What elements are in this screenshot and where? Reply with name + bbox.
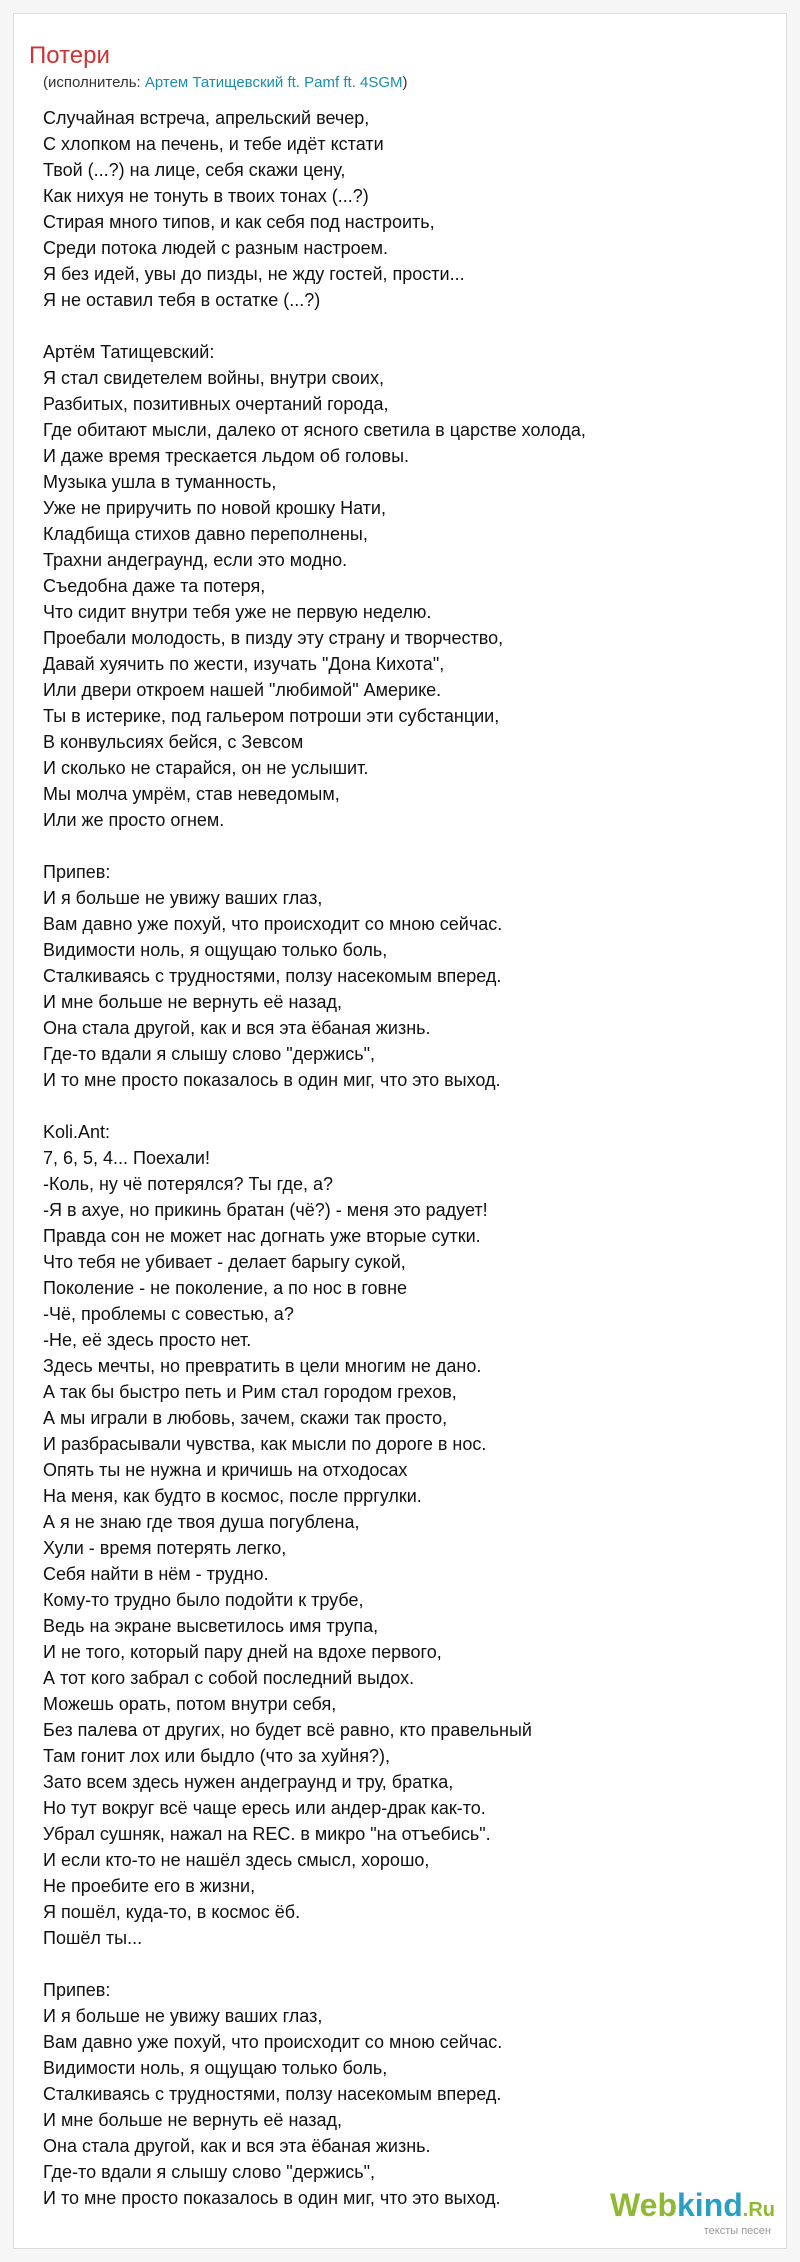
lyric-line: -Коль, ну чё потерялся? Ты где, а?	[43, 1174, 333, 1194]
lyric-line: -Я в ахуе, но прикинь братан (чё?) - меня это радует!	[43, 1200, 488, 1220]
lyric-line: Трахни андеграунд, если это модно.	[43, 550, 348, 570]
lyric-line: Кладбища стихов давно переполнены,	[43, 524, 368, 544]
lyric-line: Ведь на экране высветилось имя трупа,	[43, 1616, 379, 1636]
lyric-line: И не того, который пару дней на вдохе первого,	[43, 1642, 442, 1662]
lyric-line: Koli.Ant:	[43, 1122, 111, 1142]
artist-prefix: (исполнитель:	[43, 74, 145, 91]
lyric-line: Она стала другой, как и вся эта ёбаная жизнь.	[43, 1018, 431, 1038]
lyric-line: Или двери откроем нашей "любимой" Америке.	[43, 680, 442, 700]
lyric-line: Зато всем здесь нужен андеграунд и тру, братка,	[43, 1772, 454, 1792]
lyric-line: Не проебите его в жизни,	[43, 1876, 256, 1896]
lyric-line: Мы молча умрём, став неведомым,	[43, 784, 340, 804]
lyric-line: -Чё, проблемы с совестью, а?	[43, 1304, 294, 1324]
lyric-line: Я без идей, увы до пизды, не жду гостей, прости...	[43, 264, 465, 284]
lyric-line: Музыка ушла в туманность,	[43, 472, 277, 492]
song-title: Потери	[29, 42, 110, 69]
lyric-line: И мне больше не вернуть её назад,	[43, 2110, 342, 2130]
lyric-line: Среди потока людей с разным настроем.	[43, 238, 388, 258]
lyric-line: Уже не приручить по новой крошку Нати,	[43, 498, 386, 518]
lyric-blank-line	[43, 1951, 763, 1977]
lyric-line: Припев:	[43, 1980, 111, 2000]
lyric-line: Поколение - не поколение, а по нос в говне	[43, 1278, 408, 1298]
lyric-line: Кому-то трудно было подойти к трубе,	[43, 1590, 364, 1610]
lyric-line: 7, 6, 5, 4... Поехали!	[43, 1148, 210, 1168]
lyric-line: Я пошёл, куда-то, в космос ёб.	[43, 1902, 301, 1922]
lyric-line: Проебали молодость, в пизду эту страну и творчество,	[43, 628, 504, 648]
lyric-line: Или же просто огнем.	[43, 810, 225, 830]
lyric-line: Она стала другой, как и вся эта ёбаная жизнь.	[43, 2136, 431, 2156]
lyric-line: Где-то вдали я слышу слово "держись",	[43, 2162, 376, 2182]
lyric-line: На меня, как будто в космос, после прргулки.	[43, 1486, 422, 1506]
lyric-line: И я больше не увижу ваших глаз,	[43, 2006, 323, 2026]
webkind-logo[interactable]	[610, 2188, 775, 2237]
lyric-line: Сталкиваясь с трудностями, ползу насекомым вперед.	[43, 966, 502, 986]
lyric-line: Сталкиваясь с трудностями, ползу насекомым вперед.	[43, 2084, 502, 2104]
lyric-line: Видимости ноль, я ощущаю только боль,	[43, 2058, 388, 2078]
lyric-line: А я не знаю где твоя душа погублена,	[43, 1512, 360, 1532]
lyric-line: Как нихуя не тонуть в твоих тонах (...?)	[43, 186, 369, 206]
lyric-line: Твой (...?) на лице, себя скажи цену,	[43, 160, 346, 180]
lyric-line: И сколько не старайся, он не услышит.	[43, 758, 369, 778]
lyric-line: Что тебя не убивает - делает барыгу сукой,	[43, 1252, 406, 1272]
lyric-line: Себя найти в нём - трудно.	[43, 1564, 269, 1584]
lyric-line: В конвульсиях бейся, с Зевсом	[43, 732, 304, 752]
lyric-line: Съедобна даже та потеря,	[43, 576, 266, 596]
lyric-line: Хули - время потерять легко,	[43, 1538, 287, 1558]
lyric-line: И мне больше не вернуть её назад,	[43, 992, 342, 1012]
lyric-line: Случайная встреча, апрельский вечер,	[43, 108, 370, 128]
lyric-blank-line	[43, 313, 763, 339]
lyric-line: Вам давно уже похуй, что происходит со мною сейчас.	[43, 914, 503, 934]
lyric-line: И я больше не увижу ваших глаз,	[43, 888, 323, 908]
artist-line	[43, 73, 408, 93]
logo-wordmark: Webkind.Ru	[610, 2187, 775, 2223]
lyric-line: Опять ты не нужна и кричишь на отходосах	[43, 1460, 408, 1480]
lyric-line: Припев:	[43, 862, 111, 882]
lyric-line: Пошёл ты...	[43, 1928, 143, 1948]
lyric-line: Правда сон не может нас догнать уже вторые сутки.	[43, 1226, 481, 1246]
lyric-blank-line	[43, 1093, 763, 1119]
lyric-line: Давай хуячить по жести, изучать "Дона Кихота",	[43, 654, 445, 674]
lyric-line: И даже время трескается льдом об головы.	[43, 446, 410, 466]
lyric-line: Что сидит внутри тебя уже не первую неделю.	[43, 602, 432, 622]
lyric-line: А тот кого забрал с собой последний выдох.	[43, 1668, 415, 1688]
lyric-line: Я не оставил тебя в остатке (...?)	[43, 290, 321, 310]
lyric-line: А так бы быстро петь и Рим стал городом грехов,	[43, 1382, 457, 1402]
lyric-line: Но тут вокруг всё чаще ересь или андер-драк как-то.	[43, 1798, 486, 1818]
lyric-line: -Не, её здесь просто нет.	[43, 1330, 252, 1350]
lyric-line: И разбрасывали чувства, как мысли по дороге в нос.	[43, 1434, 487, 1454]
lyric-line: Я стал свидетелем войны, внутри своих,	[43, 368, 384, 388]
lyric-line: Здесь мечты, но превратить в цели многим не дано.	[43, 1356, 482, 1376]
lyric-line: Без палева от других, но будет всё равно, кто правельный	[43, 1720, 532, 1740]
lyric-line: Разбитых, позитивных очертаний города,	[43, 394, 389, 414]
lyric-line: И то мне просто показалось в один миг, что это выход.	[43, 2188, 501, 2208]
lyric-line: Стирая много типов, и как себя под настроить,	[43, 212, 435, 232]
lyric-line: Где-то вдали я слышу слово "держись",	[43, 1044, 376, 1064]
lyric-line: И то мне просто показалось в один миг, что это выход.	[43, 1070, 501, 1090]
lyric-line: Убрал сушняк, нажал на REC. в микро "на отъебись".	[43, 1824, 491, 1844]
logo-subtitle: тексты песен	[703, 2225, 771, 2237]
artist-link[interactable]: Артем Татищевский ft. Pamf ft. 4SGM	[144, 74, 403, 91]
lyric-line: Там гонит лох или быдло (что за хуйня?),	[43, 1746, 391, 1766]
lyrics-block	[43, 105, 763, 2211]
lyric-line: Артём Татищевский:	[43, 342, 215, 362]
lyric-line: Можешь орать, потом внутри себя,	[43, 1694, 337, 1714]
lyric-line: Видимости ноль, я ощущаю только боль,	[43, 940, 388, 960]
lyric-line: И если кто-то не нашёл здесь смысл, хорошо,	[43, 1850, 430, 1870]
lyric-line: С хлопком на печень, и тебе идёт кстати	[43, 134, 384, 154]
artist-suffix: )	[402, 74, 408, 91]
lyric-line: Ты в истерике, под гальером потроши эти субстанции,	[43, 706, 500, 726]
lyric-line: Где обитают мысли, далеко от ясного светила в царстве холода,	[43, 420, 586, 440]
lyric-blank-line	[43, 833, 763, 859]
lyric-line: А мы играли в любовь, зачем, скажи так просто,	[43, 1408, 448, 1428]
lyric-line: Вам давно уже похуй, что происходит со мною сейчас.	[43, 2032, 503, 2052]
